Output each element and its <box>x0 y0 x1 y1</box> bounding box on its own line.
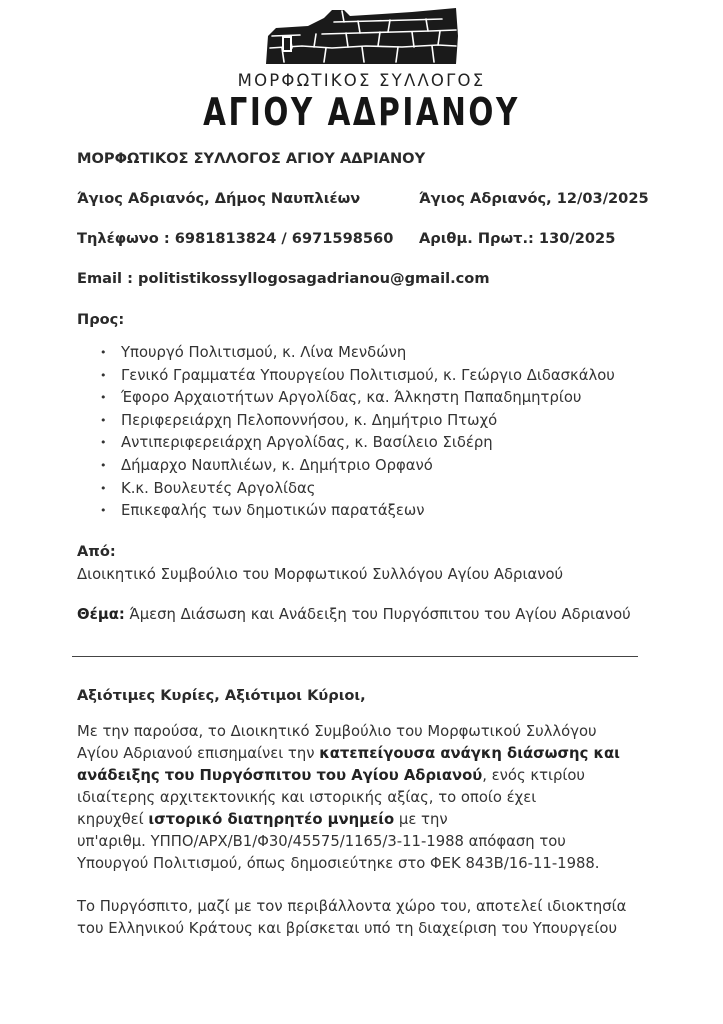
phone-numbers: Τηλέφωνο : 6981813824 / 6971598560 <box>77 230 394 247</box>
from-label: Από: <box>77 543 116 560</box>
bullet-icon: • <box>100 504 107 518</box>
paragraph-line: Υπουργού Πολιτισμού, όπως δημοσιεύτηκε στο ΦΕΚ 843Β/16-11-1988. <box>77 855 600 872</box>
sender-address: Άγιος Αδριανός, Δήμος Ναυπλιέων <box>77 190 361 207</box>
paragraph-line: κηρυχθεί ιστορικό διατηρητέο μνημείο με την <box>77 811 448 828</box>
bullet-icon: • <box>100 346 107 359</box>
bullet-icon: • <box>100 413 107 427</box>
greeting: Αξιότιμες Κυρίες, Αξιότιμοι Κύριοι, <box>77 687 366 704</box>
list-item: • Υπουργό Πολιτισμού, κ. Λίνα Μενδώνη <box>100 342 615 365</box>
recipient-list <box>100 342 615 523</box>
bullet-icon: • <box>100 368 107 382</box>
list-item: • Αντιπεριφερειάρχη Αργολίδας, κ. Βασίλειο Σιδέρη <box>100 432 615 455</box>
to-label: Προς: <box>77 311 125 328</box>
from-value: Διοικητικό Συμβούλιο του Μορφωτικού Συλλόγου Αγίου Αδριανού <box>77 566 564 583</box>
paragraph-line: Αγίου Αδριανού επισημαίνει την κατεπείγουσα ανάγκη διάσωσης και <box>77 745 620 762</box>
subject-label: Θέμα: <box>77 606 125 623</box>
stone-tower-logo-icon <box>262 6 460 68</box>
divider <box>72 656 638 657</box>
list-item: • Γενικό Γραμματέα Υπουργείου Πολιτισμού, κ. Γεώργιο Διδασκάλου <box>100 365 615 388</box>
bullet-icon: • <box>100 391 107 405</box>
paragraph-line: Με την παρούσα, το Διοικητικό Συμβούλιο του Μορφωτικού Συλλόγου <box>77 723 597 740</box>
org-name-heading: ΜΟΡΦΩΤΙΚΟΣ ΣΥΛΛΟΓΟΣ ΑΓΙΟΥ ΑΔΡΙΑΝΟΥ <box>77 150 426 167</box>
list-item: • Έφορο Αρχαιοτήτων Αργολίδας, κα. Άλκηστη Παπαδημητρίου <box>100 387 615 410</box>
paragraph-line: ιδιαίτερης αρχιτεκτονικής και ιστορικής αξίας, το οποίο έχει <box>77 789 537 806</box>
bullet-icon: • <box>100 436 107 450</box>
org-name-large: ΑΓΙΟΥ ΑΔΡΙΑΝΟΥ <box>203 90 520 134</box>
protocol-number: Αριθμ. Πρωτ.: 130/2025 <box>419 230 616 247</box>
list-item: • Δήμαρχο Ναυπλιέων, κ. Δημήτριο Ορφανό <box>100 455 615 478</box>
bullet-icon: • <box>100 481 107 495</box>
org-name-small: ΜΟΡΦΩΤΙΚΟΣ ΣΥΛΛΟΓΟΣ <box>237 71 486 90</box>
place-and-date: Άγιος Αδριανός, 12/03/2025 <box>419 190 649 207</box>
list-item: • Επικεφαλής των δημοτικών παρατάξεων <box>100 500 615 523</box>
email-address: Email : politistikossyllogosagadrianou@gmail.com <box>77 270 490 287</box>
list-item: • Περιφερειάρχη Πελοποννήσου, κ. Δημήτριο Πτωχό <box>100 410 615 433</box>
paragraph-line: του Ελληνικού Κράτους και βρίσκεται υπό τη διαχείριση του Υπουργείου <box>77 920 618 937</box>
paragraph-line: ανάδειξης του Πυργόσπιτου του Αγίου Αδριανού, ενός κτιρίου <box>77 767 585 784</box>
paragraph-line: Το Πυργόσπιτο, μαζί με τον περιβάλλοντα χώρο του, αποτελεί ιδιοκτησία <box>77 898 627 915</box>
subject-value: Άμεση Διάσωση και Ανάδειξη του Πυργόσπιτου του Αγίου Αδριανού <box>124 606 631 623</box>
list-item: • Κ.κ. Βουλευτές Αργολίδας <box>100 478 615 501</box>
bullet-icon: • <box>100 458 107 472</box>
subject-line <box>77 606 631 623</box>
paragraph-line: υπ'αριθμ. ΥΠΠΟ/ΑΡΧ/Β1/Φ30/45575/1165/3-11-1988 απόφαση του <box>77 833 566 850</box>
